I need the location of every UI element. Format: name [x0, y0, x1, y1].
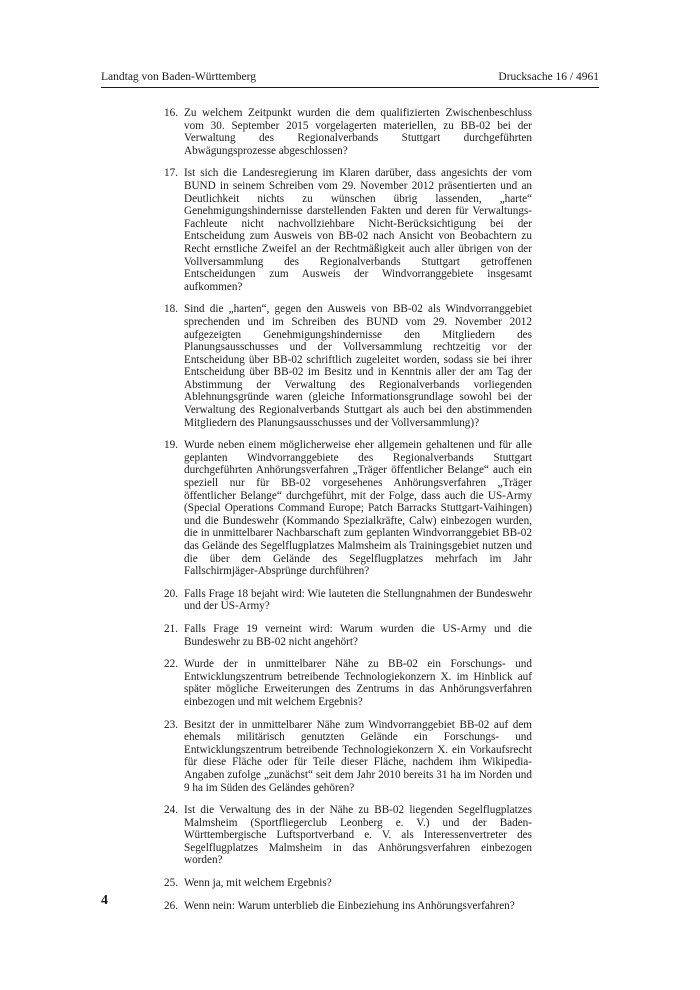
question-text: Besitzt der in unmittelbarer Nähe zum Windvorranggebiet BB-02 auf dem ehemals militärisch genutzten Gelände ein Forschungs- und Entwicklungszentrum betreibende Technologiekonzern X. ein Vorkaufsrecht für diese Fläche oder für Teile dieser Fläche, nachdem ihm Wikipedia-Angaben zufolge „zunächst“ seit dem Jahr 2010 bereits 31 ha im Norden und 9 ha im Süden des Geländes gehören? — [184, 718, 532, 794]
question-text: Ist die Verwaltung des in der Nähe zu BB-02 liegenden Segelflugplatzes Malmsheim (Sportfliegerclub Leonberg e. V.) und der Baden-Württembergische Luftsportverband e. V. als Interessenvertreter des Segelflugplatzes Malmsheim in das Anhörungsverfahren einbezogen worden? — [184, 804, 532, 867]
question-text: Ist sich die Landesregierung im Klaren darüber, dass angesichts der vom BUND in seinem Schreiben vom 29. November 2012 präsentierten und an Deutlichkeit nichts zu wünschen übrig lassenden, „harte“ Genehmigungshindernisse darstellenden Fakten und deren für Verwaltungs-Fachleute nicht nachvollziehbare Nicht-Berücksichtigung bei der Entscheidung zum Ausweis von BB-02 nach Ansicht von Beobachtern zu Recht ernstliche Zweifel an der Rechtmäßigkeit auch aller übrigen von der Vollversammlung des Regionalverbands Stuttgart getroffenen Entscheidungen zum Ausweis der Windvorranggebiete insgesamt aufkommen? — [184, 167, 532, 293]
question-24 — [164, 804, 532, 867]
question-number: 17. — [164, 167, 178, 180]
page-number: 4 — [101, 893, 108, 908]
question-text: Wenn nein: Warum unterblieb die Einbeziehung ins Anhörungsverfahren? — [184, 899, 515, 912]
question-23 — [164, 719, 532, 795]
question-text: Zu welchem Zeitpunkt wurden die dem qualifizierten Zwischenbeschluss vom 30. September 2015 vorgelagerten materiellen, zu BB-02 bei der Verwaltung des Regionalverbands Stuttgart durchgeführten Abwägungsprozesse abgeschlossen? — [184, 107, 532, 157]
question-text: Wurde neben einem möglicherweise eher allgemein gehaltenen und für alle geplanten Windvorranggebiete des Regionalverbands Stuttgart durchgeführten Anhörungsverfahren „Träger öffentlicher Belange“ auch ein speziell nur für BB-02 vorgesehenes Anhörungsverfahren „Träger öffentlicher Belange“ durchgeführt, mit der Folge, dass auch die US-Army (Special Operations Command Europe; Patch Barracks Stuttgart-Vaihingen) und die Bundeswehr (Kommando Spezialkräfte, Calw) einbezogen wurden, die in unmittelbarer Nachbarschaft zum geplanten Windvorranggebiet BB-02 das Gelände des Segelflugplatzes Malmsheim als Trainingsgebiet nutzen und die über dem Gelände des Segelflugplatzes mehrfach im Jahr Fallschirmjäger-Absprünge durchführen? — [184, 439, 532, 578]
question-26 — [164, 900, 532, 913]
header-rule — [101, 87, 599, 88]
question-number: 18. — [164, 303, 178, 316]
question-20 — [164, 588, 532, 613]
question-list — [164, 107, 532, 922]
question-16 — [164, 107, 532, 157]
running-header — [101, 70, 599, 84]
question-text: Wurde der in unmittelbarer Nähe zu BB-02 ein Forschungs- und Entwicklungszentrum betreibende Technologiekonzern X. im Hinblick auf später mögliche Erweiterungen des Zentrums in das Anhörungsverfahren einbezogen und mit welchem Ergebnis? — [184, 658, 532, 708]
question-text: Sind die „harten“, gegen den Ausweis von BB-02 als Windvorranggebiet sprechenden und im Schreiben des BUND vom 29. November 2012 aufgezeigten Genehmigungshindernisse den Mitgliedern des Planungsausschusses und der Vollversammlung rechtzeitig vor der Entscheidung über BB-02 schriftlich zugeleitet worden, sodass sie bei ihrer Entscheidung über BB-02 im Besitz und in Kenntnis aller der am Tag der Abstimmung der Verwaltung des Regionalverbands vorliegenden Ablehnungsgründe waren (gleiche Informationsgrundlage sowohl bei der Verwaltung des Regionalverbands Stuttgart als auch bei den abstimmenden Mitgliedern des Planungsausschusses und der Vollversammlung)? — [184, 303, 532, 429]
header-institution: Landtag von Baden-Württemberg — [101, 71, 256, 83]
question-text: Wenn ja, mit welchem Ergebnis? — [184, 877, 332, 890]
header-document-number: Drucksache 16 / 4961 — [498, 71, 599, 83]
question-number: 23. — [164, 718, 178, 731]
question-17 — [164, 167, 532, 293]
question-number: 22. — [164, 658, 178, 671]
question-19 — [164, 439, 532, 578]
question-number: 16. — [164, 107, 178, 119]
question-number: 21. — [164, 622, 178, 635]
question-number: 26. — [164, 899, 178, 912]
question-number: 20. — [164, 587, 178, 600]
question-number: 24. — [164, 804, 178, 817]
question-number: 25. — [164, 877, 178, 890]
question-22 — [164, 658, 532, 708]
question-text: Falls Frage 18 bejaht wird: Wie lauteten die Stellungnahmen der Bundeswehr und der US-Army? — [184, 587, 532, 613]
question-text: Falls Frage 19 verneint wird: Warum wurden die US-Army und die Bundeswehr zu BB-02 nicht angehört? — [184, 622, 532, 648]
question-21 — [164, 623, 532, 648]
question-25 — [164, 877, 532, 890]
question-18 — [164, 303, 532, 429]
question-number: 19. — [164, 439, 178, 452]
